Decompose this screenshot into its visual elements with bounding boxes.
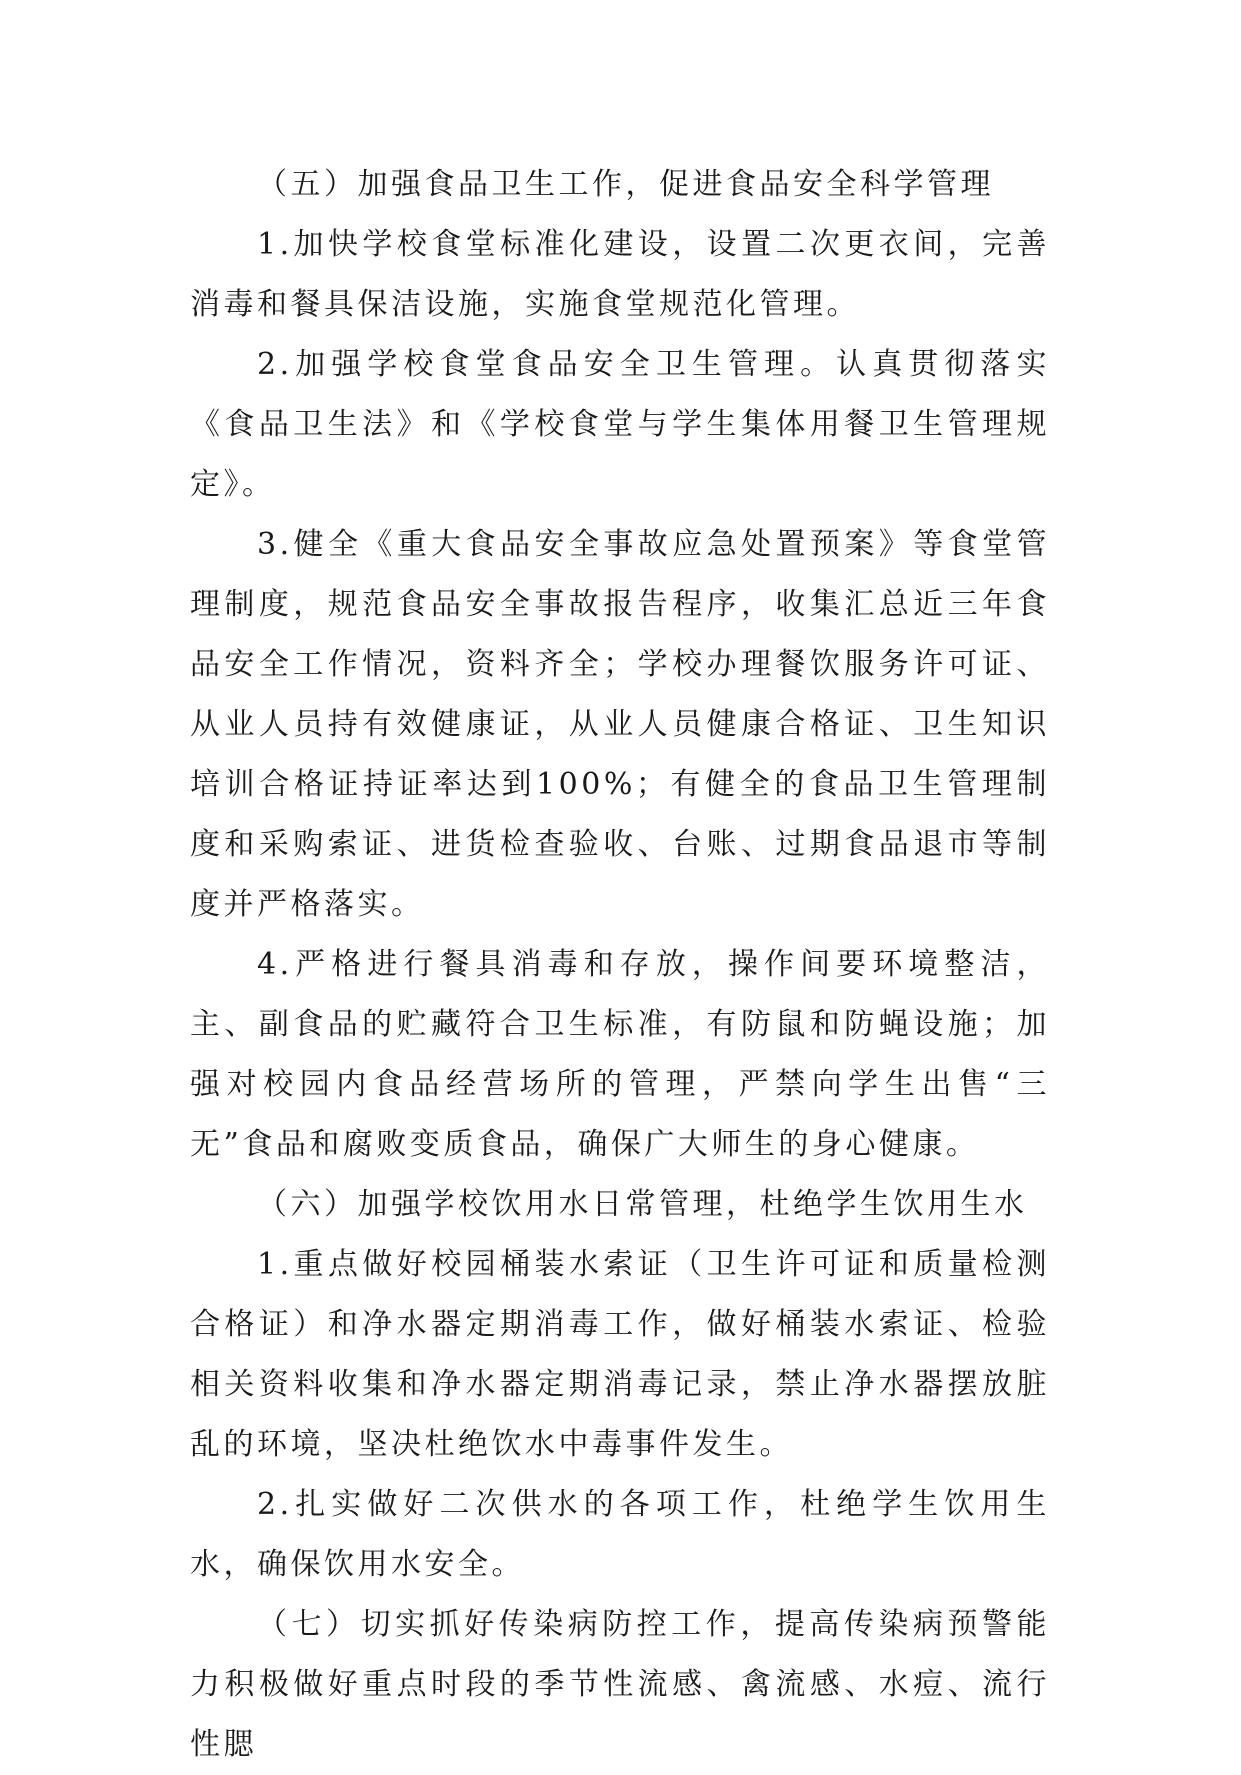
paragraph-item-1: 1.加快学校食堂标准化建设，设置二次更衣间，完善消毒和餐具保洁设施，实施食堂规范化管理。 — [190, 227, 1050, 322]
paragraph-item-1-water: 1.重点做好校园桶装水索证（卫生许可证和质量检测合格证）和净水器定期消毒工作，做好桶装水索证、检验相关资料收集和净水器定期消毒记录，禁止净水器摆放脏乱的环境，坚决杜绝饮水中毒事件发生。 — [190, 1247, 1050, 1462]
paragraph-item-3: 3.健全《重大食品安全事故应急处置预案》等食堂管理制度，规范食品安全事故报告程序，收集汇总近三年食品安全工作情况，资料齐全；学校办理餐饮服务许可证、从业人员持有效健康证，从业人员健康合格证、卫生知识培训合格证持证率达到100%；有健全的食品卫生管理制度和采购索证、进货检查验收、台账、过期食品退市等制度并严格落实。 — [190, 527, 1050, 922]
section-heading-five: （五）加强食品卫生工作，促进食品安全科学管理 — [257, 167, 994, 202]
paragraph-item-2: 2.加强学校食堂食品安全卫生管理。认真贯彻落实《食品卫生法》和《学校食堂与学生集体用餐卫生管理规定》。 — [190, 347, 1050, 502]
paragraph-item-2-water: 2.扎实做好二次供水的各项工作，杜绝学生饮用生水，确保饮用水安全。 — [190, 1487, 1050, 1582]
paragraph-item-4: 4.严格进行餐具消毒和存放，操作间要环境整洁，主、副食品的贮藏符合卫生标准，有防鼠和防蝇设施；加强对校园内食品经营场所的管理，严禁向学生出售“三无”食品和腐败变质食品，确保广大师生的身心健康。 — [190, 947, 1050, 1162]
section-heading-seven: （七）切实抓好传染病防控工作，提高传染病预警能力积极做好重点时段的季节性流感、禽流感、水痘、流行性腮 — [190, 1607, 1050, 1762]
section-heading-six: （六）加强学校饮用水日常管理，杜绝学生饮用生水 — [257, 1187, 1028, 1222]
document-body — [190, 155, 1050, 1775]
